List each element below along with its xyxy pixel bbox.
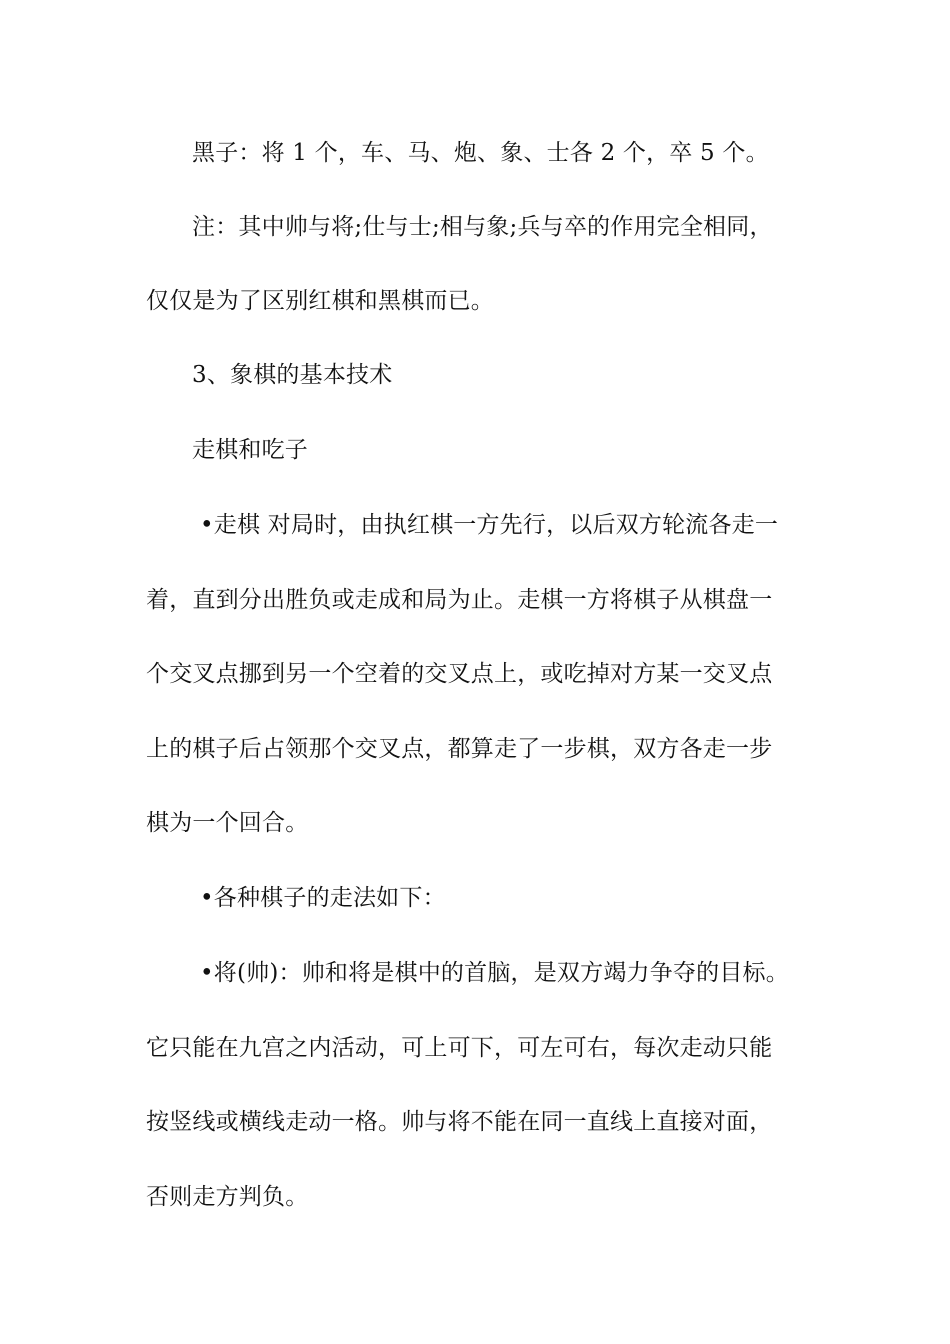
bullet-moving-pieces: •走棋 对局时，由执红棋一方先行，以后双方轮流各走一 — [200, 512, 779, 538]
paragraph-line: 按竖线或横线走动一格。帅与将不能在同一直线上直接对面， — [146, 1109, 773, 1135]
bullet-piece-moves: •各种棋子的走法如下： — [200, 885, 446, 911]
paragraph-line: 上的棋子后占领那个交叉点，都算走了一步棋，双方各走一步 — [146, 736, 773, 762]
paragraph-black-pieces: 黑子：将 1 个，车、马、炮、象、士各 2 个，卒 5 个。 — [192, 140, 769, 166]
paragraph-line: 着，直到分出胜负或走成和局为止。走棋一方将棋子从棋盘一 — [146, 587, 773, 613]
paragraph-note-continued: 仅仅是为了区别红棋和黑棋而已。 — [146, 288, 494, 314]
paragraph-line: 棋为一个回合。 — [146, 810, 309, 836]
paragraph-line: 否则走方判负。 — [146, 1184, 309, 1210]
paragraph-line: 它只能在九宫之内活动，可上可下，可左可右，每次走动只能 — [146, 1035, 773, 1061]
subheading-moves-and-captures: 走棋和吃子 — [192, 437, 308, 463]
paragraph-note: 注：其中帅与将;仕与士;相与象;兵与卒的作用完全相同， — [192, 214, 773, 240]
section-heading-basic-techniques: 3、象棋的基本技术 — [192, 362, 393, 388]
bullet-general: •将(帅)：帅和将是棋中的首脑，是双方竭力争夺的目标。 — [200, 960, 789, 986]
paragraph-line: 个交叉点挪到另一个空着的交叉点上，或吃掉对方某一交叉点 — [146, 661, 773, 687]
